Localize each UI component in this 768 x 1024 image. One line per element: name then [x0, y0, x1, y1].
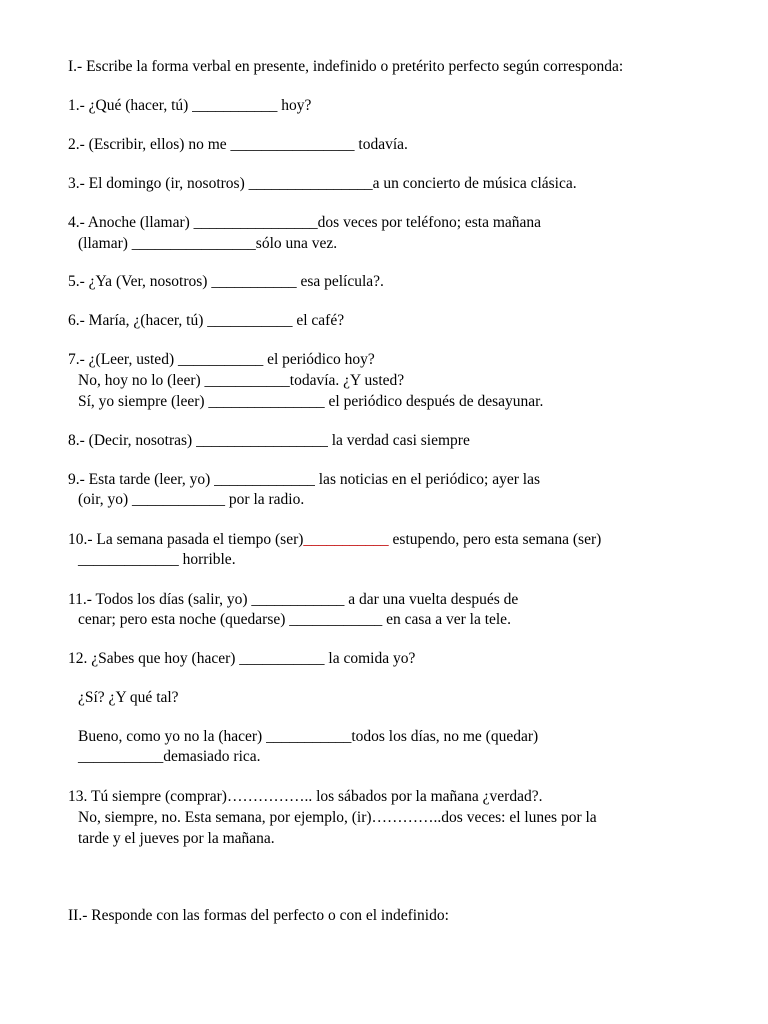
- exercise-10-line-2: _____________ horrible.: [78, 551, 236, 568]
- exercise-10-red-blank: ___________: [303, 531, 389, 548]
- exercise-8: 8.- (Decir, nosotras) _________________ la verdad casi siempre: [68, 432, 470, 449]
- exercise-4-line-2: (llamar) ________________sólo una vez.: [78, 235, 338, 252]
- section-2-title: II.- Responde con las formas del perfecto o con el indefinido:: [68, 907, 449, 924]
- exercise-10-text-end: estupendo, pero esta semana (ser): [388, 531, 602, 548]
- exercise-12-line-4: ___________demasiado rica.: [78, 748, 261, 765]
- exercise-10-line-1: [68, 530, 601, 550]
- exercise-3: 3.- El domingo (ir, nosotros) ________________a un concierto de música clásica.: [68, 175, 577, 192]
- exercise-2: 2.- (Escribir, ellos) no me ________________ todavía.: [68, 136, 408, 153]
- exercise-9-line-2: (oir, yo) ____________ por la radio.: [78, 491, 305, 508]
- exercise-13-line-2: No, siempre, no. Esta semana, por ejemplo, (ir)…………..dos veces: el lunes por la: [78, 809, 597, 826]
- exercise-7-line-1: 7.- ¿(Leer, usted) ___________ el periódico hoy?: [68, 351, 375, 368]
- exercise-7-line-3: Sí, yo siempre (leer) _______________ el periódico después de desayunar.: [78, 393, 544, 410]
- exercise-12-line-3: Bueno, como yo no la (hacer) ___________todos los días, no me (quedar): [78, 728, 539, 745]
- exercise-10-text-start: 10.- La semana pasada el tiempo (ser): [68, 531, 304, 548]
- exercise-5: 5.- ¿Ya (Ver, nosotros) ___________ esa película?.: [68, 273, 384, 290]
- exercise-13-line-3: tarde y el jueves por la mañana.: [78, 830, 275, 847]
- exercise-12-line-1: 12. ¿Sabes que hoy (hacer) ___________ la comida yo?: [68, 650, 416, 667]
- exercise-7-line-2: No, hoy no lo (leer) ___________todavía. ¿Y usted?: [78, 372, 405, 389]
- exercise-4-line-1: 4.- Anoche (llamar) ________________dos veces por teléfono; esta mañana: [68, 214, 542, 231]
- exercise-11-line-1: 11.- Todos los días (salir, yo) ____________ a dar una vuelta después de: [68, 591, 519, 608]
- section-1-title: I.- Escribe la forma verbal en presente, indefinido o pretérito perfecto según corresponda:: [68, 58, 624, 75]
- exercise-11-line-2: cenar; pero esta noche (quedarse) ____________ en casa a ver la tele.: [78, 611, 511, 628]
- exercise-9-line-1: 9.- Esta tarde (leer, yo) _____________ las noticias en el periódico; ayer las: [68, 471, 540, 488]
- exercise-12-line-2: ¿Sí? ¿Y qué tal?: [78, 689, 179, 706]
- exercise-13-line-1: 13. Tú siempre (comprar)…………….. los sábados por la mañana ¿verdad?.: [68, 788, 543, 805]
- exercise-1: 1.- ¿Qué (hacer, tú) ___________ hoy?: [68, 97, 312, 114]
- exercise-6: 6.- María, ¿(hacer, tú) ___________ el café?: [68, 312, 345, 329]
